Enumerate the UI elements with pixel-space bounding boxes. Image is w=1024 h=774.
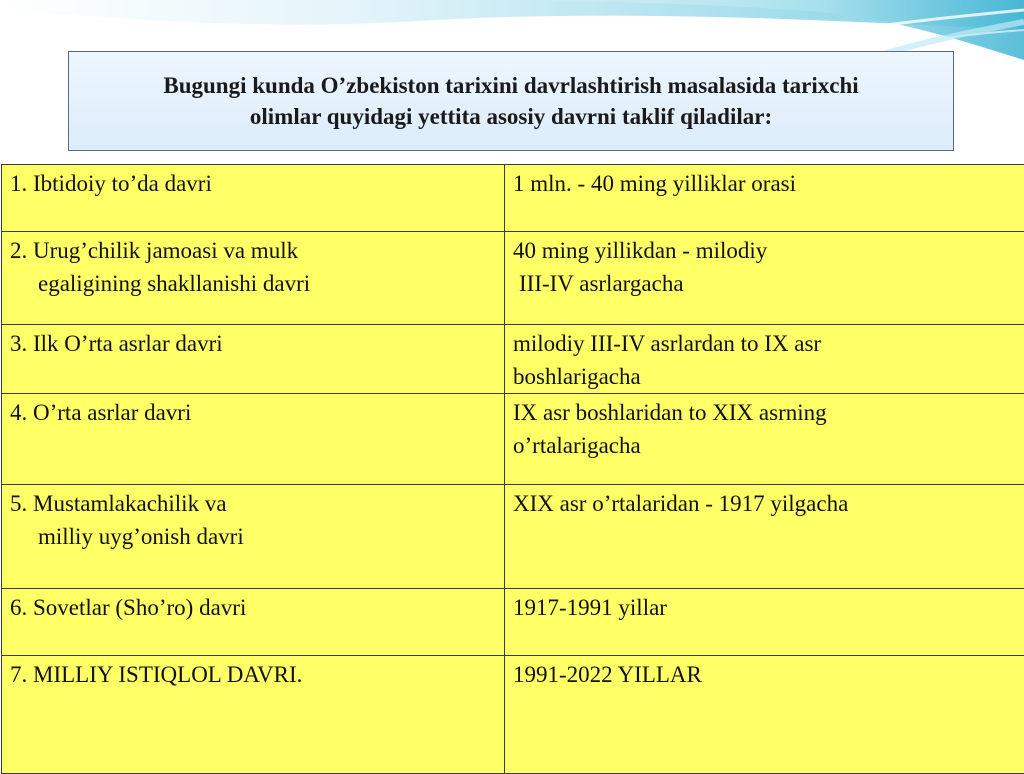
period-range-cell [505,656,1024,774]
period-name-cell [2,394,505,485]
period-name-cont: egaligining shakllanishi davri [10,267,496,300]
title-line-1: Bugungi kunda O’zbekiston tarixini davrlashtirish masalasida tarixchi [163,70,858,101]
period-range-cell [505,232,1024,325]
period-name: 6. Sovetlar (Sho’ro) davri [10,591,496,624]
period-name: 3. Ilk O’rta asrlar davri [10,327,496,360]
period-range-cell [505,325,1024,394]
period-range-cont: boshlarigacha [513,360,1017,393]
table-row [2,325,1024,394]
period-name: 7. MILLIY ISTIQLOL DAVRI. [10,658,496,691]
period-range: milodiy III-IV asrlardan to IX asr [513,327,1017,360]
period-name-cell [2,589,505,656]
table-row-highlight [2,656,1024,774]
period-name-cell [2,656,505,774]
period-range: IX asr boshlaridan to XIX asrning [513,396,1017,429]
period-range-cell [505,485,1024,589]
period-name-cont: milliy uyg’onish davri [10,520,496,553]
period-range: 40 ming yillikdan - milodiy [513,234,1017,267]
period-name: 1. Ibtidoiy to’da davri [10,167,496,200]
period-name-cell [2,325,505,394]
period-range-cell [505,165,1024,232]
periods-table [1,164,1024,774]
title-box [68,51,954,151]
period-range: 1991-2022 YILLAR [513,658,1017,691]
period-range: 1917-1991 yillar [513,591,1017,624]
period-range: XIX asr o’rtalaridan - 1917 yilgacha [513,487,1017,520]
period-range-cont: o’rtalarigacha [513,429,1017,462]
table-row [2,232,1024,325]
period-name: 5. Mustamlakachilik va [10,487,496,520]
table-row [2,165,1024,232]
page-title [151,70,870,132]
period-range-cell [505,394,1024,485]
table-row [2,589,1024,656]
period-range-cell [505,589,1024,656]
period-name-cell [2,165,505,232]
period-name-cell [2,485,505,589]
period-name: 2. Urug’chilik jamoasi va mulk [10,234,496,267]
table-row [2,485,1024,589]
title-line-2: olimlar quyidagi yettita asosiy davrni taklif qiladilar: [163,101,858,132]
period-name: 4. O’rta asrlar davri [10,396,496,429]
period-range-cont: III-IV asrlargacha [513,267,1017,300]
table-row [2,394,1024,485]
period-range: 1 mln. - 40 ming yilliklar orasi [513,167,1017,200]
period-name-cell [2,232,505,325]
